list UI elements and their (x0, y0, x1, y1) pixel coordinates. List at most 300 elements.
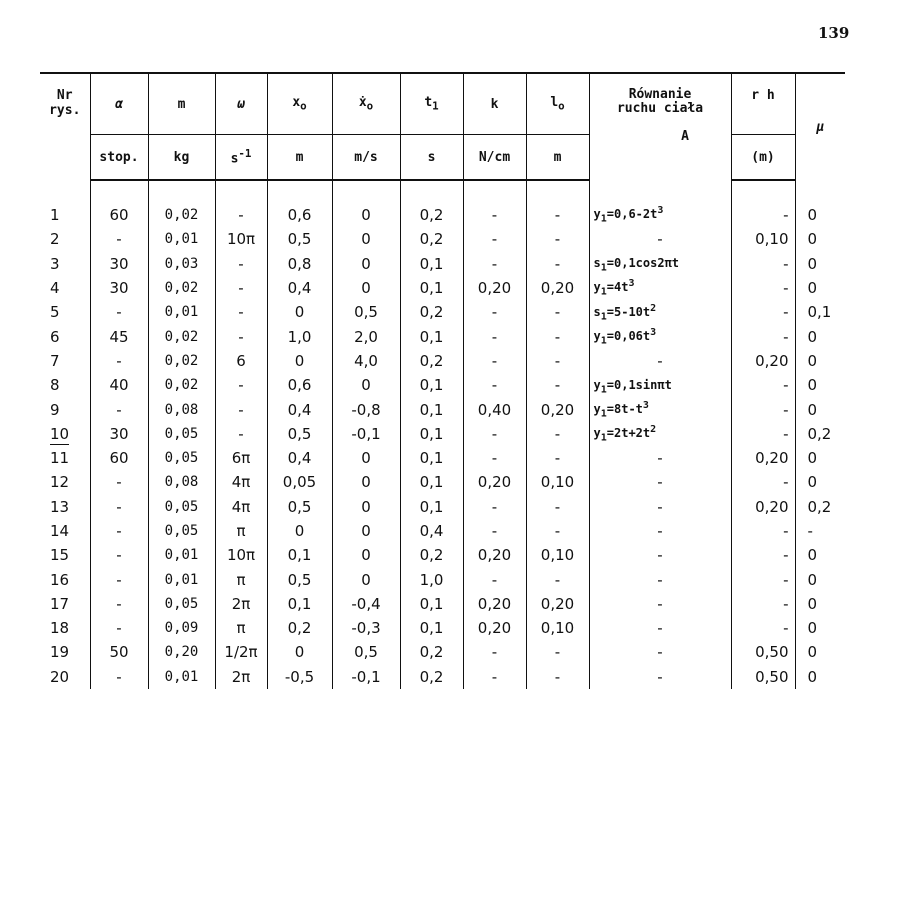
header-x0dot-sub: o (366, 99, 374, 113)
equation-subscript: 1 (600, 286, 607, 298)
cell-alpha: - (90, 470, 148, 494)
cell-x0: 0,6 (267, 373, 332, 397)
cell-t1: 0,1 (400, 616, 463, 640)
cell-l0: - (526, 324, 589, 348)
row-number: 18 (50, 619, 70, 638)
equation-variable: y (593, 426, 601, 441)
row-number: 7 (50, 351, 60, 370)
cell-rh: - (731, 616, 795, 640)
cell-mu: 0 (795, 665, 845, 689)
cell-omega: π (215, 567, 267, 591)
cell-equation: - (589, 592, 731, 616)
cell-nr (40, 665, 90, 689)
header-t1 (400, 73, 463, 135)
cell-k: - (463, 567, 526, 591)
cell-omega: 2π (215, 665, 267, 689)
cell-m: 0,08 (148, 397, 215, 421)
equation-body: =0,06t (606, 328, 651, 343)
cell-t1: 0,1 (400, 324, 463, 348)
cell-rh: - (731, 373, 795, 397)
cell-x0dot: 0 (332, 373, 400, 397)
cell-x0: 0,5 (267, 567, 332, 591)
cell-equation: - (589, 519, 731, 543)
cell-x0: 0 (267, 640, 332, 664)
cell-alpha: - (90, 349, 148, 373)
equation-variable: s (593, 304, 601, 319)
cell-nr (40, 519, 90, 543)
cell-omega: - (215, 276, 267, 300)
row-number: 10 (50, 424, 70, 443)
table-row (40, 324, 845, 348)
cell-alpha: 30 (90, 252, 148, 276)
cell-x0: 0,5 (267, 422, 332, 446)
equation-superscript: 3 (628, 278, 635, 290)
cell-mu: 0 (795, 276, 845, 300)
cell-x0: 0,6 (267, 203, 332, 227)
header-nr (40, 73, 90, 180)
table-row (40, 543, 845, 567)
header-x0dot (332, 73, 400, 135)
cell-alpha: 45 (90, 324, 148, 348)
cell-l0: 0,20 (526, 592, 589, 616)
cell-rh: 0,20 (731, 495, 795, 519)
equation-subscript: 1 (600, 262, 607, 274)
cell-m: 0,01 (148, 543, 215, 567)
cell-omega: 2π (215, 592, 267, 616)
cell-k: - (463, 665, 526, 689)
cell-alpha: 60 (90, 446, 148, 470)
cell-omega: - (215, 252, 267, 276)
table-row (40, 397, 845, 421)
cell-k: 0,20 (463, 592, 526, 616)
cell-nr (40, 543, 90, 567)
cell-omega: π (215, 519, 267, 543)
cell-m: 0,08 (148, 470, 215, 494)
table-row (40, 470, 845, 494)
cell-t1: 1,0 (400, 567, 463, 591)
cell-m: 0,01 (148, 665, 215, 689)
cell-omega: 4π (215, 470, 267, 494)
equation-body: =4t (606, 280, 629, 295)
equation-variable: y (593, 328, 601, 343)
cell-t1: 0,2 (400, 203, 463, 227)
unit-l0: m (526, 135, 589, 181)
cell-x0: 0,4 (267, 446, 332, 470)
cell-rh: - (731, 203, 795, 227)
equation-subscript: 1 (600, 213, 607, 225)
equation-superscript: 2 (650, 302, 657, 314)
cell-k: - (463, 373, 526, 397)
cell-x0dot: 2,0 (332, 324, 400, 348)
cell-x0dot: 0 (332, 227, 400, 251)
cell-k: - (463, 446, 526, 470)
table-row (40, 616, 845, 640)
header-x0-symbol: x (292, 95, 301, 111)
cell-nr (40, 640, 90, 664)
row-number: 9 (50, 400, 60, 419)
cell-omega: 10π (215, 543, 267, 567)
table-row (40, 495, 845, 519)
cell-omega: 6 (215, 349, 267, 373)
cell-equation (589, 203, 731, 227)
cell-m: 0,03 (148, 252, 215, 276)
cell-omega: 10π (215, 227, 267, 251)
table-row (40, 349, 845, 373)
cell-m: 0,02 (148, 373, 215, 397)
equation-body: =0,1sinπt (606, 377, 672, 392)
cell-l0: - (526, 300, 589, 324)
cell-alpha: - (90, 397, 148, 421)
cell-t1: 0,1 (400, 470, 463, 494)
cell-x0dot: 0 (332, 567, 400, 591)
table-row (40, 422, 845, 446)
equation-variable: y (593, 280, 601, 295)
cell-mu: 0 (795, 203, 845, 227)
cell-k: 0,20 (463, 470, 526, 494)
cell-x0: -0,5 (267, 665, 332, 689)
cell-equation (589, 397, 731, 421)
cell-omega: 1/2π (215, 640, 267, 664)
cell-rh: - (731, 300, 795, 324)
cell-m: 0,02 (148, 203, 215, 227)
cell-x0dot: 4,0 (332, 349, 400, 373)
cell-t1: 0,4 (400, 519, 463, 543)
equation-body: =2t+2t (606, 426, 651, 441)
cell-t1: 0,1 (400, 495, 463, 519)
cell-t1: 0,2 (400, 300, 463, 324)
cell-rh: - (731, 519, 795, 543)
cell-nr (40, 300, 90, 324)
equation-subscript: 1 (600, 432, 607, 444)
cell-x0dot: -0,1 (332, 422, 400, 446)
equation-subscript: 1 (600, 311, 607, 323)
cell-l0: - (526, 227, 589, 251)
cell-x0dot: -0,3 (332, 616, 400, 640)
cell-rh: - (731, 422, 795, 446)
row-number: 2 (50, 230, 60, 249)
row-number: 4 (50, 279, 60, 298)
equation-subscript: 1 (600, 408, 607, 420)
cell-x0dot: 0 (332, 519, 400, 543)
cell-t1: 0,2 (400, 543, 463, 567)
cell-k: 0,20 (463, 616, 526, 640)
row-number: 17 (50, 594, 70, 613)
cell-nr (40, 373, 90, 397)
cell-alpha: - (90, 592, 148, 616)
cell-mu: 0 (795, 592, 845, 616)
header-rh: r h (731, 73, 795, 135)
equation-body: =8t-t (606, 401, 643, 416)
cell-omega: - (215, 203, 267, 227)
cell-x0dot: -0,4 (332, 592, 400, 616)
table-row (40, 300, 845, 324)
table-row (40, 276, 845, 300)
cell-alpha: 30 (90, 422, 148, 446)
cell-m: 0,05 (148, 592, 215, 616)
cell-k: - (463, 227, 526, 251)
equation-superscript: 2 (650, 424, 657, 436)
cell-k: 0,20 (463, 276, 526, 300)
cell-nr (40, 227, 90, 251)
unit-t1: s (400, 135, 463, 181)
table-row (40, 640, 845, 664)
table-row (40, 665, 845, 689)
cell-x0dot: -0,1 (332, 665, 400, 689)
table-spacer (40, 180, 845, 203)
cell-omega: 6π (215, 446, 267, 470)
cell-k: - (463, 495, 526, 519)
equation-body: =5-10t (606, 304, 651, 319)
cell-m: 0,05 (148, 519, 215, 543)
cell-equation: - (589, 665, 731, 689)
cell-alpha: - (90, 543, 148, 567)
header-alpha: α (90, 73, 148, 135)
cell-rh: - (731, 543, 795, 567)
unit-k: N/cm (463, 135, 526, 181)
cell-l0: - (526, 203, 589, 227)
cell-l0: 0,20 (526, 397, 589, 421)
cell-x0: 0,5 (267, 495, 332, 519)
cell-m: 0,05 (148, 495, 215, 519)
cell-k: - (463, 422, 526, 446)
cell-t1: 0,1 (400, 397, 463, 421)
cell-l0: - (526, 422, 589, 446)
cell-alpha: - (90, 495, 148, 519)
cell-k: 0,20 (463, 543, 526, 567)
cell-mu: 0 (795, 324, 845, 348)
cell-mu: 0 (795, 227, 845, 251)
cell-alpha: - (90, 567, 148, 591)
cell-k: - (463, 349, 526, 373)
cell-t1: 0,1 (400, 446, 463, 470)
cell-nr (40, 592, 90, 616)
cell-m: 0,05 (148, 446, 215, 470)
cell-x0: 0,1 (267, 543, 332, 567)
cell-mu: 0 (795, 640, 845, 664)
cell-omega: - (215, 300, 267, 324)
header-nr-line1: Nr (56, 88, 73, 103)
cell-equation: - (589, 446, 731, 470)
cell-rh: 0,20 (731, 349, 795, 373)
page-number: 139 (818, 24, 850, 42)
cell-t1: 0,1 (400, 422, 463, 446)
cell-nr (40, 397, 90, 421)
cell-mu: 0 (795, 470, 845, 494)
cell-omega: - (215, 397, 267, 421)
header-equation-unit: A (681, 129, 689, 144)
cell-l0: - (526, 495, 589, 519)
cell-x0: 0,2 (267, 616, 332, 640)
cell-mu: 0 (795, 349, 845, 373)
cell-rh: 0,10 (731, 227, 795, 251)
cell-x0: 0,4 (267, 397, 332, 421)
equation-body: =0,6-2t (606, 207, 658, 222)
cell-rh: - (731, 397, 795, 421)
row-number: 12 (50, 473, 70, 492)
cell-rh: - (731, 592, 795, 616)
cell-rh: 0,20 (731, 446, 795, 470)
unit-m: kg (148, 135, 215, 181)
row-number: 16 (50, 570, 70, 589)
cell-x0dot: 0 (332, 470, 400, 494)
header-nr-line2: rys. (49, 103, 81, 118)
row-number: 6 (50, 327, 60, 346)
cell-mu: 0 (795, 446, 845, 470)
table-header (40, 73, 845, 180)
cell-rh: 0,50 (731, 665, 795, 689)
cell-nr (40, 616, 90, 640)
unit-omega-base: s (230, 151, 239, 167)
header-l0-sub: o (558, 99, 565, 113)
cell-nr (40, 349, 90, 373)
cell-x0: 0,1 (267, 592, 332, 616)
cell-equation (589, 422, 731, 446)
parameters-table (40, 72, 845, 689)
cell-equation (589, 300, 731, 324)
cell-k: 0,40 (463, 397, 526, 421)
cell-equation: - (589, 616, 731, 640)
cell-l0: - (526, 252, 589, 276)
cell-t1: 0,1 (400, 276, 463, 300)
cell-m: 0,01 (148, 567, 215, 591)
cell-mu: 0 (795, 543, 845, 567)
cell-x0dot: 0,5 (332, 300, 400, 324)
cell-k: - (463, 640, 526, 664)
cell-l0: - (526, 665, 589, 689)
cell-mu: - (795, 519, 845, 543)
cell-nr (40, 567, 90, 591)
header-l0-symbol: l (550, 95, 559, 111)
cell-k: - (463, 324, 526, 348)
cell-rh: - (731, 470, 795, 494)
cell-rh: 0,50 (731, 640, 795, 664)
row-number: 13 (50, 497, 70, 516)
equation-superscript: 3 (657, 205, 664, 217)
row-number: 8 (50, 376, 60, 395)
unit-rh: (m) (731, 135, 795, 181)
cell-equation: - (589, 567, 731, 591)
cell-rh: - (731, 276, 795, 300)
cell-alpha: - (90, 227, 148, 251)
cell-alpha: 40 (90, 373, 148, 397)
cell-equation (589, 276, 731, 300)
cell-l0: - (526, 519, 589, 543)
cell-nr (40, 470, 90, 494)
cell-x0: 0,5 (267, 227, 332, 251)
unit-x0dot: m/s (332, 135, 400, 181)
cell-equation (589, 373, 731, 397)
header-equation (589, 73, 731, 180)
cell-rh: - (731, 324, 795, 348)
row-number: 5 (50, 303, 60, 322)
cell-t1: 0,2 (400, 227, 463, 251)
row-number: 19 (50, 643, 70, 662)
cell-alpha: 60 (90, 203, 148, 227)
table-row (40, 592, 845, 616)
cell-mu: 0 (795, 616, 845, 640)
unit-omega-sup: -1 (238, 147, 252, 161)
cell-nr (40, 324, 90, 348)
cell-x0dot: 0 (332, 252, 400, 276)
cell-alpha: - (90, 616, 148, 640)
cell-equation: - (589, 640, 731, 664)
cell-nr (40, 252, 90, 276)
cell-rh: - (731, 567, 795, 591)
cell-mu: 0,2 (795, 422, 845, 446)
cell-l0: - (526, 349, 589, 373)
equation-body: =0,1cos2πt (606, 256, 680, 271)
cell-equation (589, 324, 731, 348)
row-number: 20 (50, 667, 70, 686)
cell-t1: 0,1 (400, 252, 463, 276)
cell-nr (40, 203, 90, 227)
cell-m: 0,02 (148, 276, 215, 300)
cell-mu: 0,2 (795, 495, 845, 519)
cell-alpha: - (90, 665, 148, 689)
cell-t1: 0,2 (400, 665, 463, 689)
cell-omega: - (215, 373, 267, 397)
cell-mu: 0 (795, 373, 845, 397)
header-mu: μ (795, 73, 845, 180)
unit-x0: m (267, 135, 332, 181)
header-omega: ω (215, 73, 267, 135)
equation-variable: y (593, 207, 601, 222)
header-m: m (148, 73, 215, 135)
header-l0 (526, 73, 589, 135)
cell-alpha: 50 (90, 640, 148, 664)
cell-alpha: - (90, 519, 148, 543)
table-row (40, 203, 845, 227)
cell-l0: 0,10 (526, 616, 589, 640)
table-row (40, 567, 845, 591)
cell-t1: 0,2 (400, 349, 463, 373)
row-number: 1 (50, 206, 60, 225)
cell-x0dot: 0 (332, 276, 400, 300)
cell-x0dot: 0 (332, 543, 400, 567)
cell-x0dot: -0,8 (332, 397, 400, 421)
cell-alpha: - (90, 300, 148, 324)
cell-x0dot: 0,5 (332, 640, 400, 664)
header-t1-sub: 1 (432, 99, 439, 113)
cell-l0: 0,10 (526, 543, 589, 567)
row-number: 3 (50, 254, 60, 273)
cell-x0: 0 (267, 349, 332, 373)
cell-m: 0,09 (148, 616, 215, 640)
header-x0-sub: o (300, 99, 307, 113)
header-x0dot-symbol: ẋ (358, 95, 367, 111)
cell-k: - (463, 252, 526, 276)
equation-subscript: 1 (600, 335, 607, 347)
cell-l0: - (526, 446, 589, 470)
header-equation-line1: Równanie (628, 87, 692, 102)
cell-m: 0,01 (148, 227, 215, 251)
equation-variable: y (593, 377, 601, 392)
unit-omega (215, 135, 267, 181)
cell-nr (40, 276, 90, 300)
cell-l0: 0,20 (526, 276, 589, 300)
cell-l0: 0,10 (526, 470, 589, 494)
cell-omega: - (215, 422, 267, 446)
cell-omega: 4π (215, 495, 267, 519)
cell-l0: - (526, 567, 589, 591)
cell-equation: - (589, 470, 731, 494)
cell-x0: 0 (267, 519, 332, 543)
cell-k: - (463, 300, 526, 324)
cell-x0: 1,0 (267, 324, 332, 348)
cell-alpha: 30 (90, 276, 148, 300)
table-row (40, 252, 845, 276)
cell-m: 0,05 (148, 422, 215, 446)
